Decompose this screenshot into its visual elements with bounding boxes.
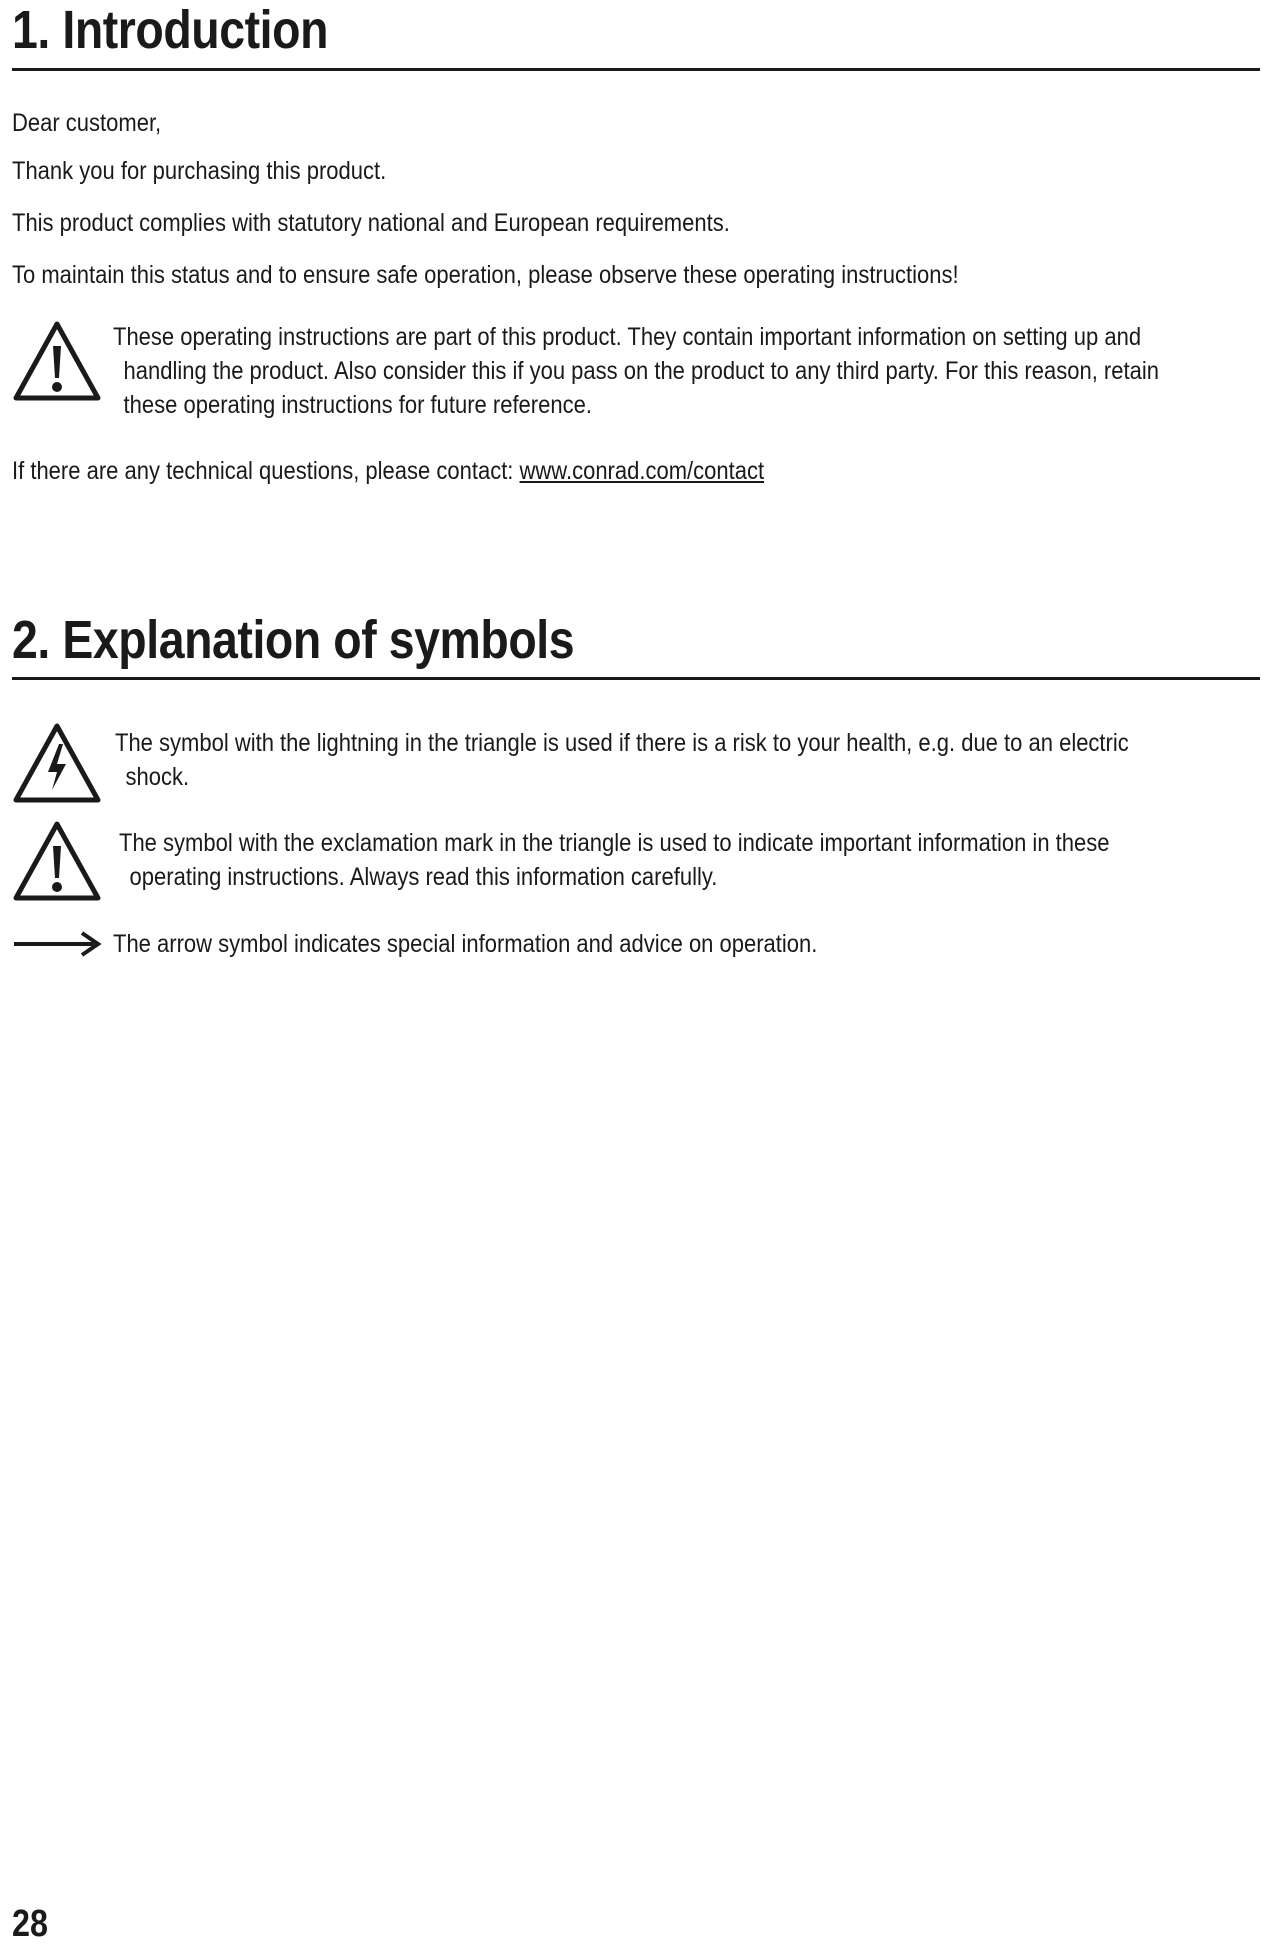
- warning-note-line-3: these operating instructions for future reference.: [123, 391, 592, 419]
- manual-page: [12, 0, 1260, 1950]
- maintain-text: To maintain this status and to ensure safe operation, please observe these operating instructions!: [12, 261, 959, 289]
- section-heading-introduction: 1. Introduction: [12, 0, 329, 60]
- lightning-note: [115, 726, 1129, 794]
- contact-prefix: If there are any technical questions, please contact:: [12, 457, 520, 485]
- contact-link[interactable]: www.conrad.com/contact: [519, 457, 765, 485]
- lightning-note-line-2: shock.: [125, 763, 190, 791]
- arrow-note: The arrow symbol indicates special information and advice on operation.: [113, 930, 818, 958]
- greeting-text: Dear customer,: [12, 109, 162, 137]
- lightning-note-line-1: The symbol with the lightning in the triangle is used if there is a risk to your health, e.g. due to an electric: [115, 729, 1129, 757]
- contact-line: [12, 456, 764, 486]
- exclamation-triangle-icon: [12, 320, 102, 402]
- section-divider-symbols: [12, 677, 1260, 680]
- warning-note-line-2: handling the product. Also consider this if you pass on the product to any third party. For this reason, retain: [123, 357, 1159, 385]
- warning-note: [113, 320, 1159, 422]
- section-divider-introduction: [12, 68, 1260, 71]
- lightning-triangle-icon: [12, 722, 102, 804]
- exclamation-note: [119, 826, 1109, 894]
- exclamation-note-line-2: operating instructions. Always read this information carefully.: [129, 863, 718, 891]
- page-number: 28: [12, 1903, 48, 1945]
- compliance-text: This product complies with statutory national and European requirements.: [12, 209, 730, 237]
- arrow-right-icon: [12, 924, 102, 964]
- warning-note-line-1: These operating instructions are part of this product. They contain important information on setting up and: [113, 323, 1142, 351]
- exclamation-triangle-icon: [12, 820, 102, 902]
- thanks-text: Thank you for purchasing this product.: [12, 157, 387, 185]
- section-heading-symbols: 2. Explanation of symbols: [12, 610, 575, 670]
- exclamation-note-line-1: The symbol with the exclamation mark in the triangle is used to indicate important information in these: [119, 829, 1110, 857]
